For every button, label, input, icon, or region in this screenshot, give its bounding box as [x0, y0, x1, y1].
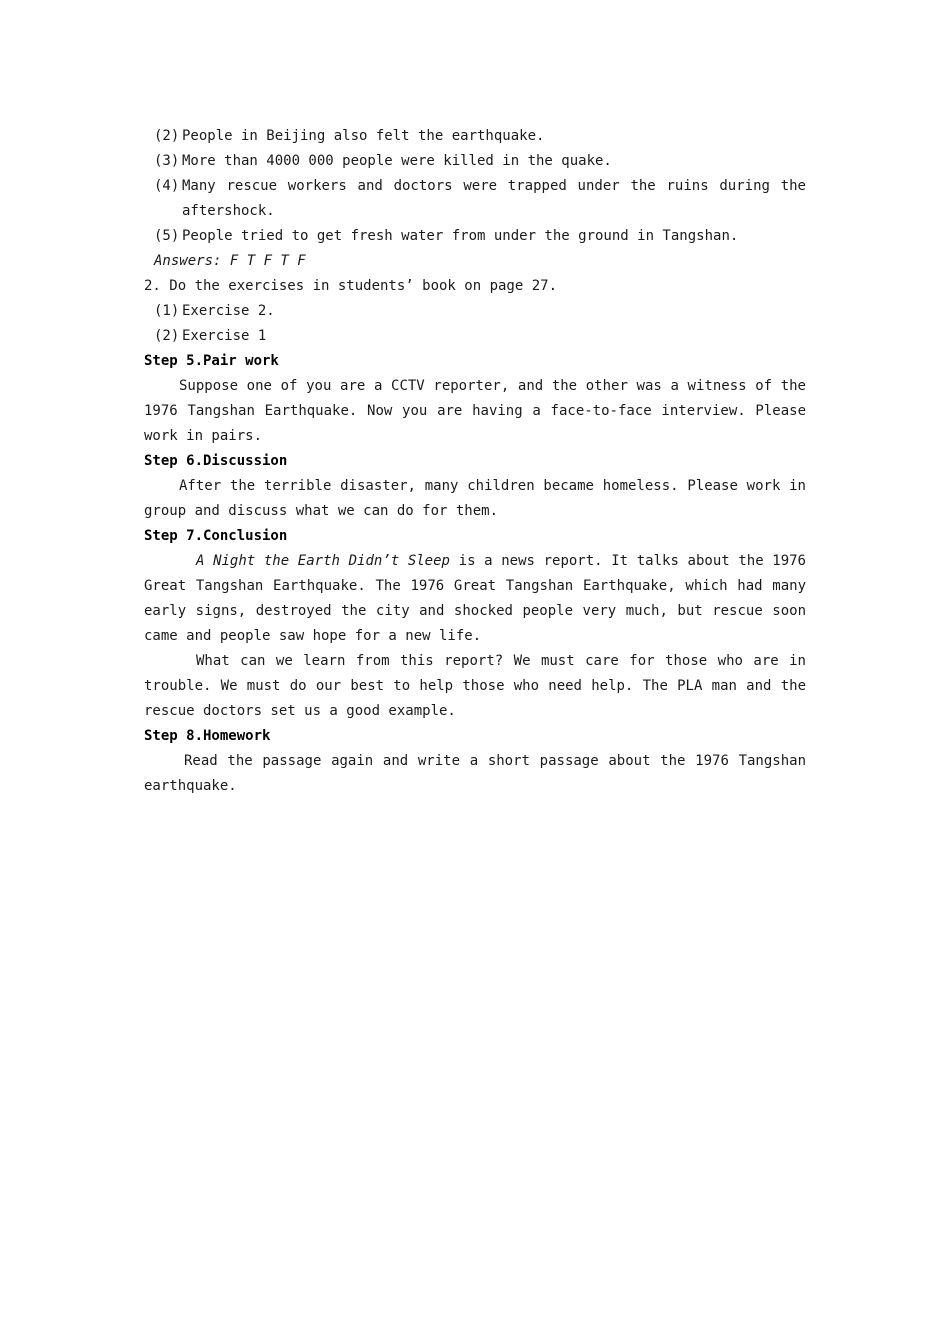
step5-paragraph: Suppose one of you are a CCTV reporter, and the other was a witness of the 1976 Tangshan Earthquake. Now you are having a face-to-face interview. Please work in pairs.	[144, 378, 806, 444]
step7-paragraph-1-text: is a news report. It talks about the 1976 Great Tangshan Earthquake. The 1976 Great Tangshan Earthquake, which had many early signs, destroyed the city and shocked people very much, but rescue soon came and people saw hope for a new life.	[144, 553, 806, 644]
item-text: Exercise 1	[182, 328, 267, 344]
item-number: (4)	[154, 178, 180, 194]
item-text: Exercise 2.	[182, 303, 275, 319]
step7-paragraph-2: What can we learn from this report? We must care for those who are in trouble. We must do our best to help those who need help. The PLA man and the rescue doctors set us a good example.	[144, 653, 806, 719]
item-text: People tried to get fresh water from under the ground in Tangshan.	[182, 228, 739, 244]
list-item	[144, 299, 806, 324]
step6-paragraph: After the terrible disaster, many children became homeless. Please work in group and discuss what we can do for them.	[144, 478, 806, 519]
item-number: (3)	[154, 153, 180, 169]
step8-paragraph: Read the passage again and write a short passage about the 1976 Tangshan earthquake.	[144, 753, 806, 794]
answers-line: Answers: F T F T F	[154, 253, 306, 269]
list-item	[144, 324, 806, 349]
list-item	[144, 224, 806, 249]
document-page	[144, 124, 806, 799]
list-item	[144, 149, 806, 174]
report-title: A Night the Earth Didn’t Sleep	[196, 553, 450, 569]
item-text: People in Beijing also felt the earthquake.	[182, 128, 545, 144]
step5-heading: Step 5.Pair work	[144, 353, 279, 369]
item-text: Many rescue workers and doctors were trapped under the ruins during the aftershock.	[182, 178, 806, 219]
item-text: More than 4000 000 people were killed in the quake.	[182, 153, 612, 169]
step6-heading: Step 6.Discussion	[144, 453, 288, 469]
exercise-heading: 2. Do the exercises in students’ book on page 27.	[144, 278, 558, 294]
step7-paragraph-1	[144, 549, 806, 649]
step8-heading: Step 8.Homework	[144, 728, 271, 744]
item-number: (1)	[154, 303, 180, 319]
step7-heading: Step 7.Conclusion	[144, 528, 288, 544]
list-item	[144, 124, 806, 149]
item-number: (5)	[154, 228, 180, 244]
item-number: (2)	[154, 128, 180, 144]
item-number: (2)	[154, 328, 180, 344]
list-item	[144, 174, 806, 224]
